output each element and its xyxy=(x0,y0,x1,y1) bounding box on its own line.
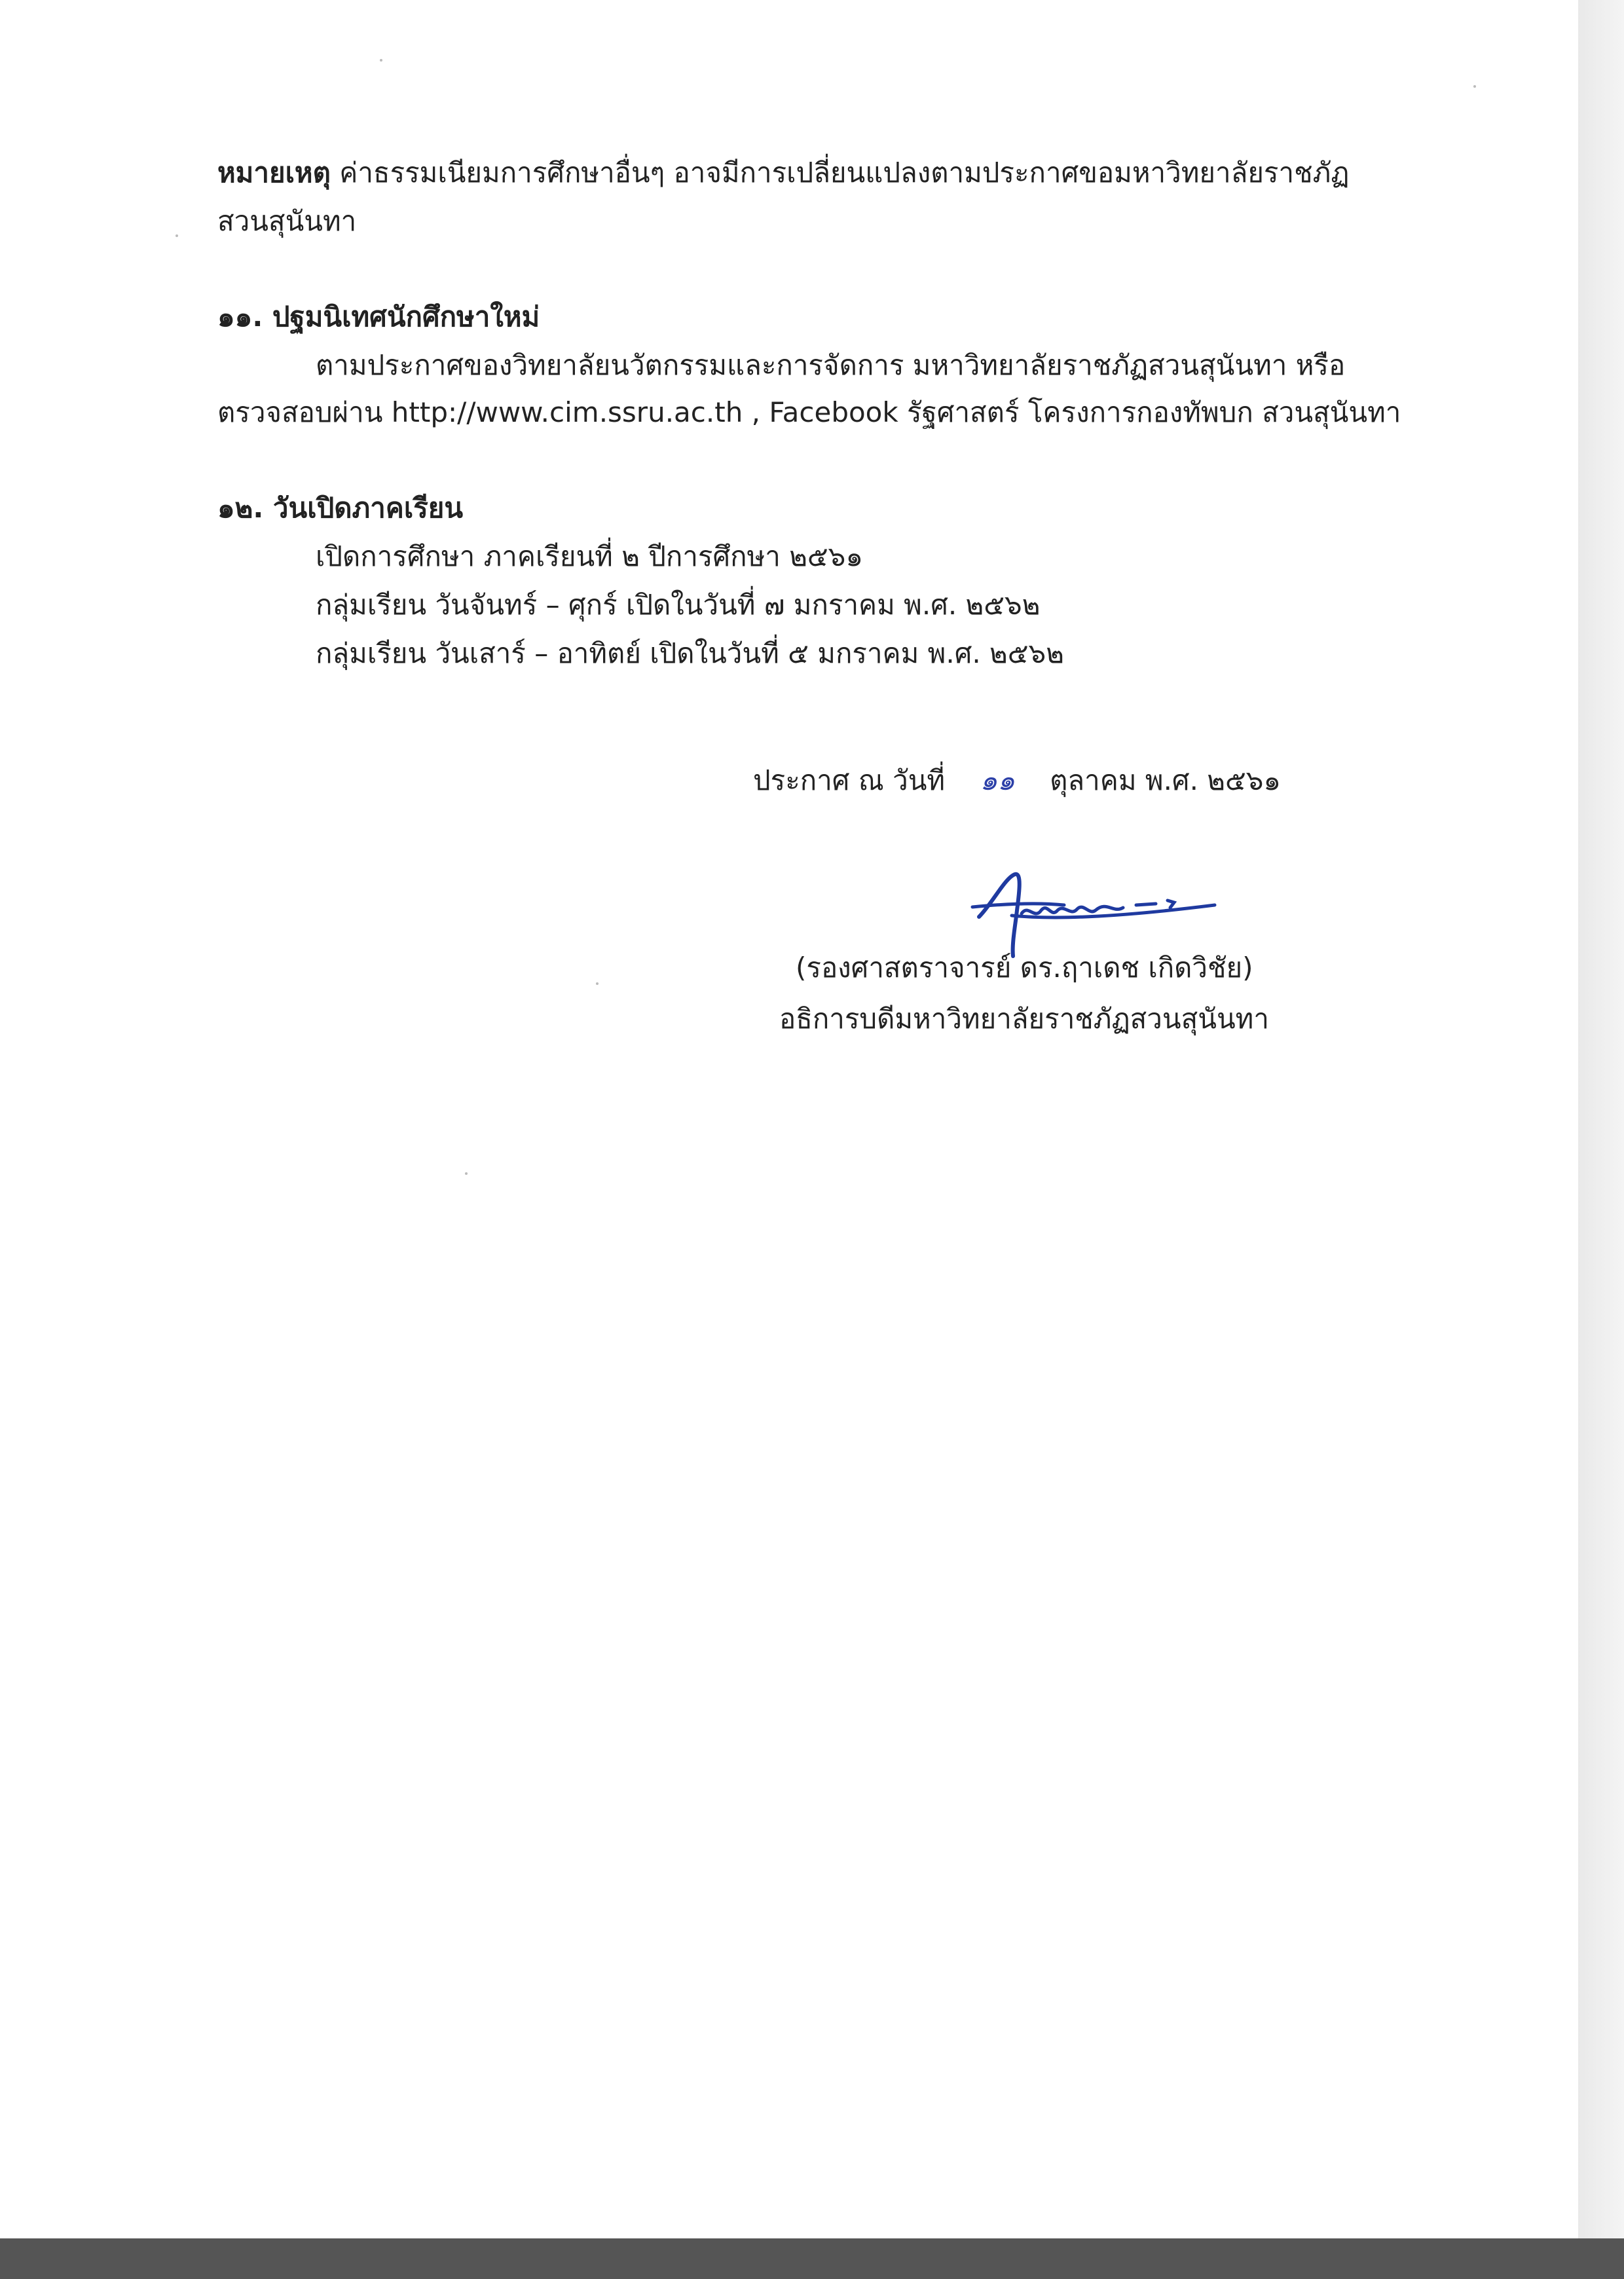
announcement-day: ๑๑ xyxy=(980,764,1015,796)
scan-speck xyxy=(380,59,382,62)
announcement-date xyxy=(753,762,1281,799)
signatory-title: อธิการบดีมหาวิทยาลัยราชภัฏสวนสุนันทา xyxy=(779,1003,1269,1035)
section-12-line-2: กลุ่มเรียน วันจันทร์ – ศุกร์ เปิดในวันที่ ๗ มกราคม พ.ศ. ๒๕๖๒ xyxy=(316,589,1041,621)
section-12-heading: ๑๒. วันเปิดภาคเรียน xyxy=(217,492,464,524)
section-12-line-1: เปิดการศึกษา ภาคเรียนที่ ๒ ปีการศึกษา ๒๕๖๑ xyxy=(316,540,863,572)
scan-speck xyxy=(596,982,599,985)
note-text: ค่าธรรมเนียมการศึกษาอื่นๆ อาจมีการเปลี่ยนแปลงตามประกาศขอมหาวิทยาลัยราชภัฏ xyxy=(339,157,1350,189)
note-line-1 xyxy=(217,155,1349,191)
section-12-line-3: กลุ่มเรียน วันเสาร์ – อาทิตย์ เปิดในวันที่ ๕ มกราคม พ.ศ. ๒๕๖๒ xyxy=(316,637,1064,669)
scan-right-edge xyxy=(1578,0,1624,2279)
note-line-2: สวนสุนันทา xyxy=(217,205,357,237)
scan-speck xyxy=(465,1172,468,1175)
scan-bottom-edge xyxy=(0,2238,1624,2279)
scan-speck xyxy=(1473,85,1476,88)
section-11-line-2: ตรวจสอบผ่าน http://www.cim.ssru.ac.th , Facebook รัฐศาสตร์ โครงการกองทัพบก สวนสุนันทา xyxy=(217,396,1401,428)
section-11-line-1: ตามประกาศของวิทยาลัยนวัตกรรมและการจัดการ มหาวิทยาลัยราชภัฏสวนสุนันทา หรือ xyxy=(316,349,1346,381)
announcement-month-year: ตุลาคม พ.ศ. ๒๕๖๑ xyxy=(1050,764,1282,796)
section-11-heading: ๑๑. ปฐมนิเทศนักศึกษาใหม่ xyxy=(217,301,540,333)
signatory-name: (รองศาสตราจารย์ ดร.ฤาเดช เกิดวิชัย) xyxy=(796,952,1253,984)
announcement-prefix: ประกาศ ณ วันที่ xyxy=(753,764,946,796)
scan-speck xyxy=(175,234,178,237)
note-label: หมายเหตุ xyxy=(217,157,331,189)
